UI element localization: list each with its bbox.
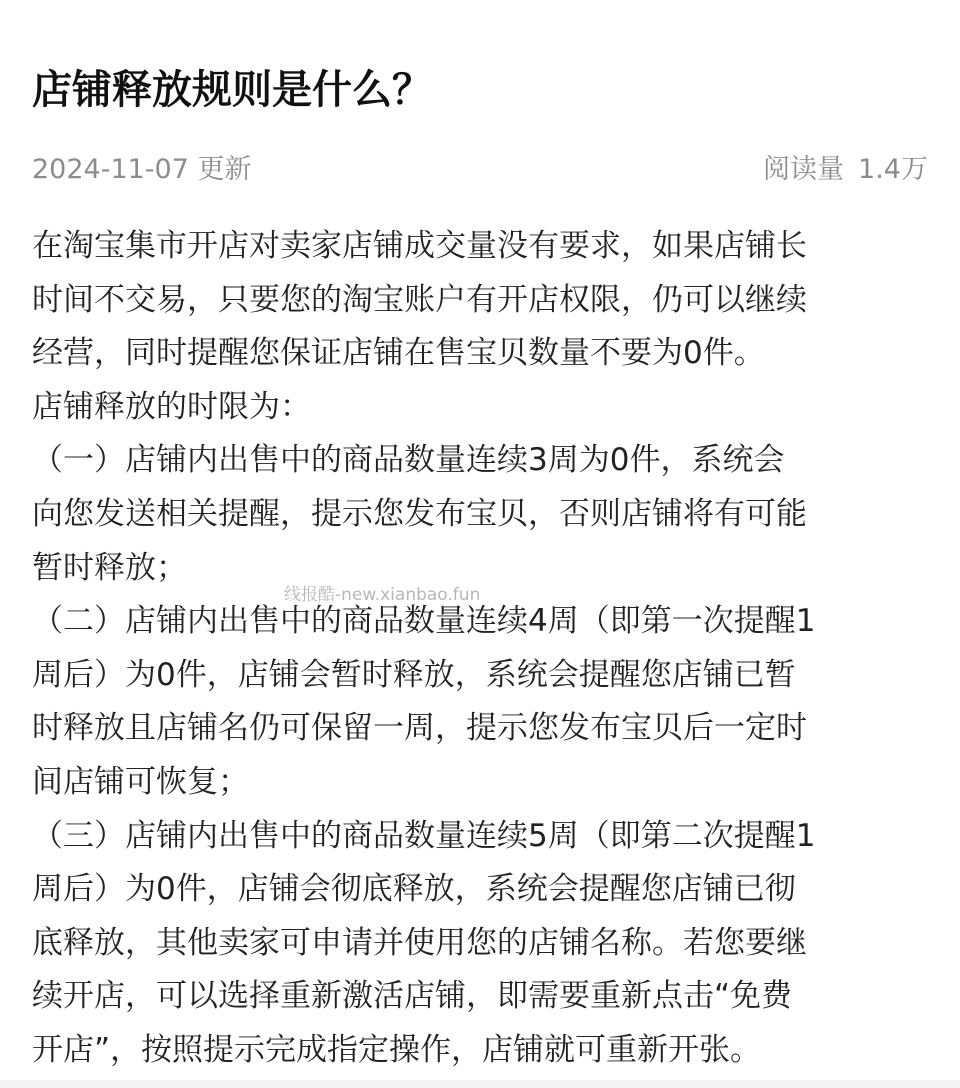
body-line: 时释放且店铺名仍可保留一周，提示您发布宝贝后一定时: [32, 710, 807, 747]
body-line: （二）店铺内出售中的商品数量连续4周（即第一次提醒1: [32, 603, 816, 640]
article-meta: [32, 146, 928, 186]
body-line: 向您发送相关提醒，提示您发布宝贝，否则店铺将有可能: [32, 495, 807, 532]
body-line: 周后）为0件，店铺会彻底释放，系统会提醒您店铺已彻: [32, 871, 796, 908]
view-count-label: 阅读量: [763, 153, 845, 185]
body-line: （三）店铺内出售中的商品数量连续5周（即第二次提醒1: [32, 817, 816, 854]
article-body: [32, 220, 932, 1078]
body-line: 开店”，按照提示完成指定操作，店铺就可重新开张。: [32, 1031, 762, 1068]
body-line: 在淘宝集市开店对卖家店铺成交量没有要求，如果店铺长: [32, 228, 807, 264]
body-line: 周后）为0件，店铺会暂时释放，系统会提醒您店铺已暂: [32, 656, 796, 693]
body-line: （一）店铺内出售中的商品数量连续3周为0件，系统会: [32, 442, 785, 479]
view-count-value: 1.4万: [858, 153, 928, 185]
bottom-divider: [0, 1080, 960, 1088]
body-line: 暂时释放；: [32, 549, 187, 586]
body-line: 底释放，其他卖家可申请并使用您的店铺名称。若您要继: [32, 924, 807, 961]
body-line: 时间不交易，只要您的淘宝账户有开店权限，仍可以继续: [32, 281, 807, 318]
watermark: 线报酷-new.xianbao.fun: [284, 585, 481, 605]
update-date: 2024-11-07 更新: [32, 153, 252, 185]
view-count: [763, 147, 928, 186]
body-line: 间店铺可恢复；: [32, 763, 249, 800]
article-title: 店铺释放规则是什么？: [32, 67, 432, 113]
body-line: 店铺释放的时限为：: [32, 388, 311, 425]
body-line: 续开店，可以选择重新激活店铺，即需要重新点击“免费: [32, 978, 793, 1015]
body-line: 经营，同时提醒您保证店铺在售宝贝数量不要为0件。: [32, 335, 765, 372]
